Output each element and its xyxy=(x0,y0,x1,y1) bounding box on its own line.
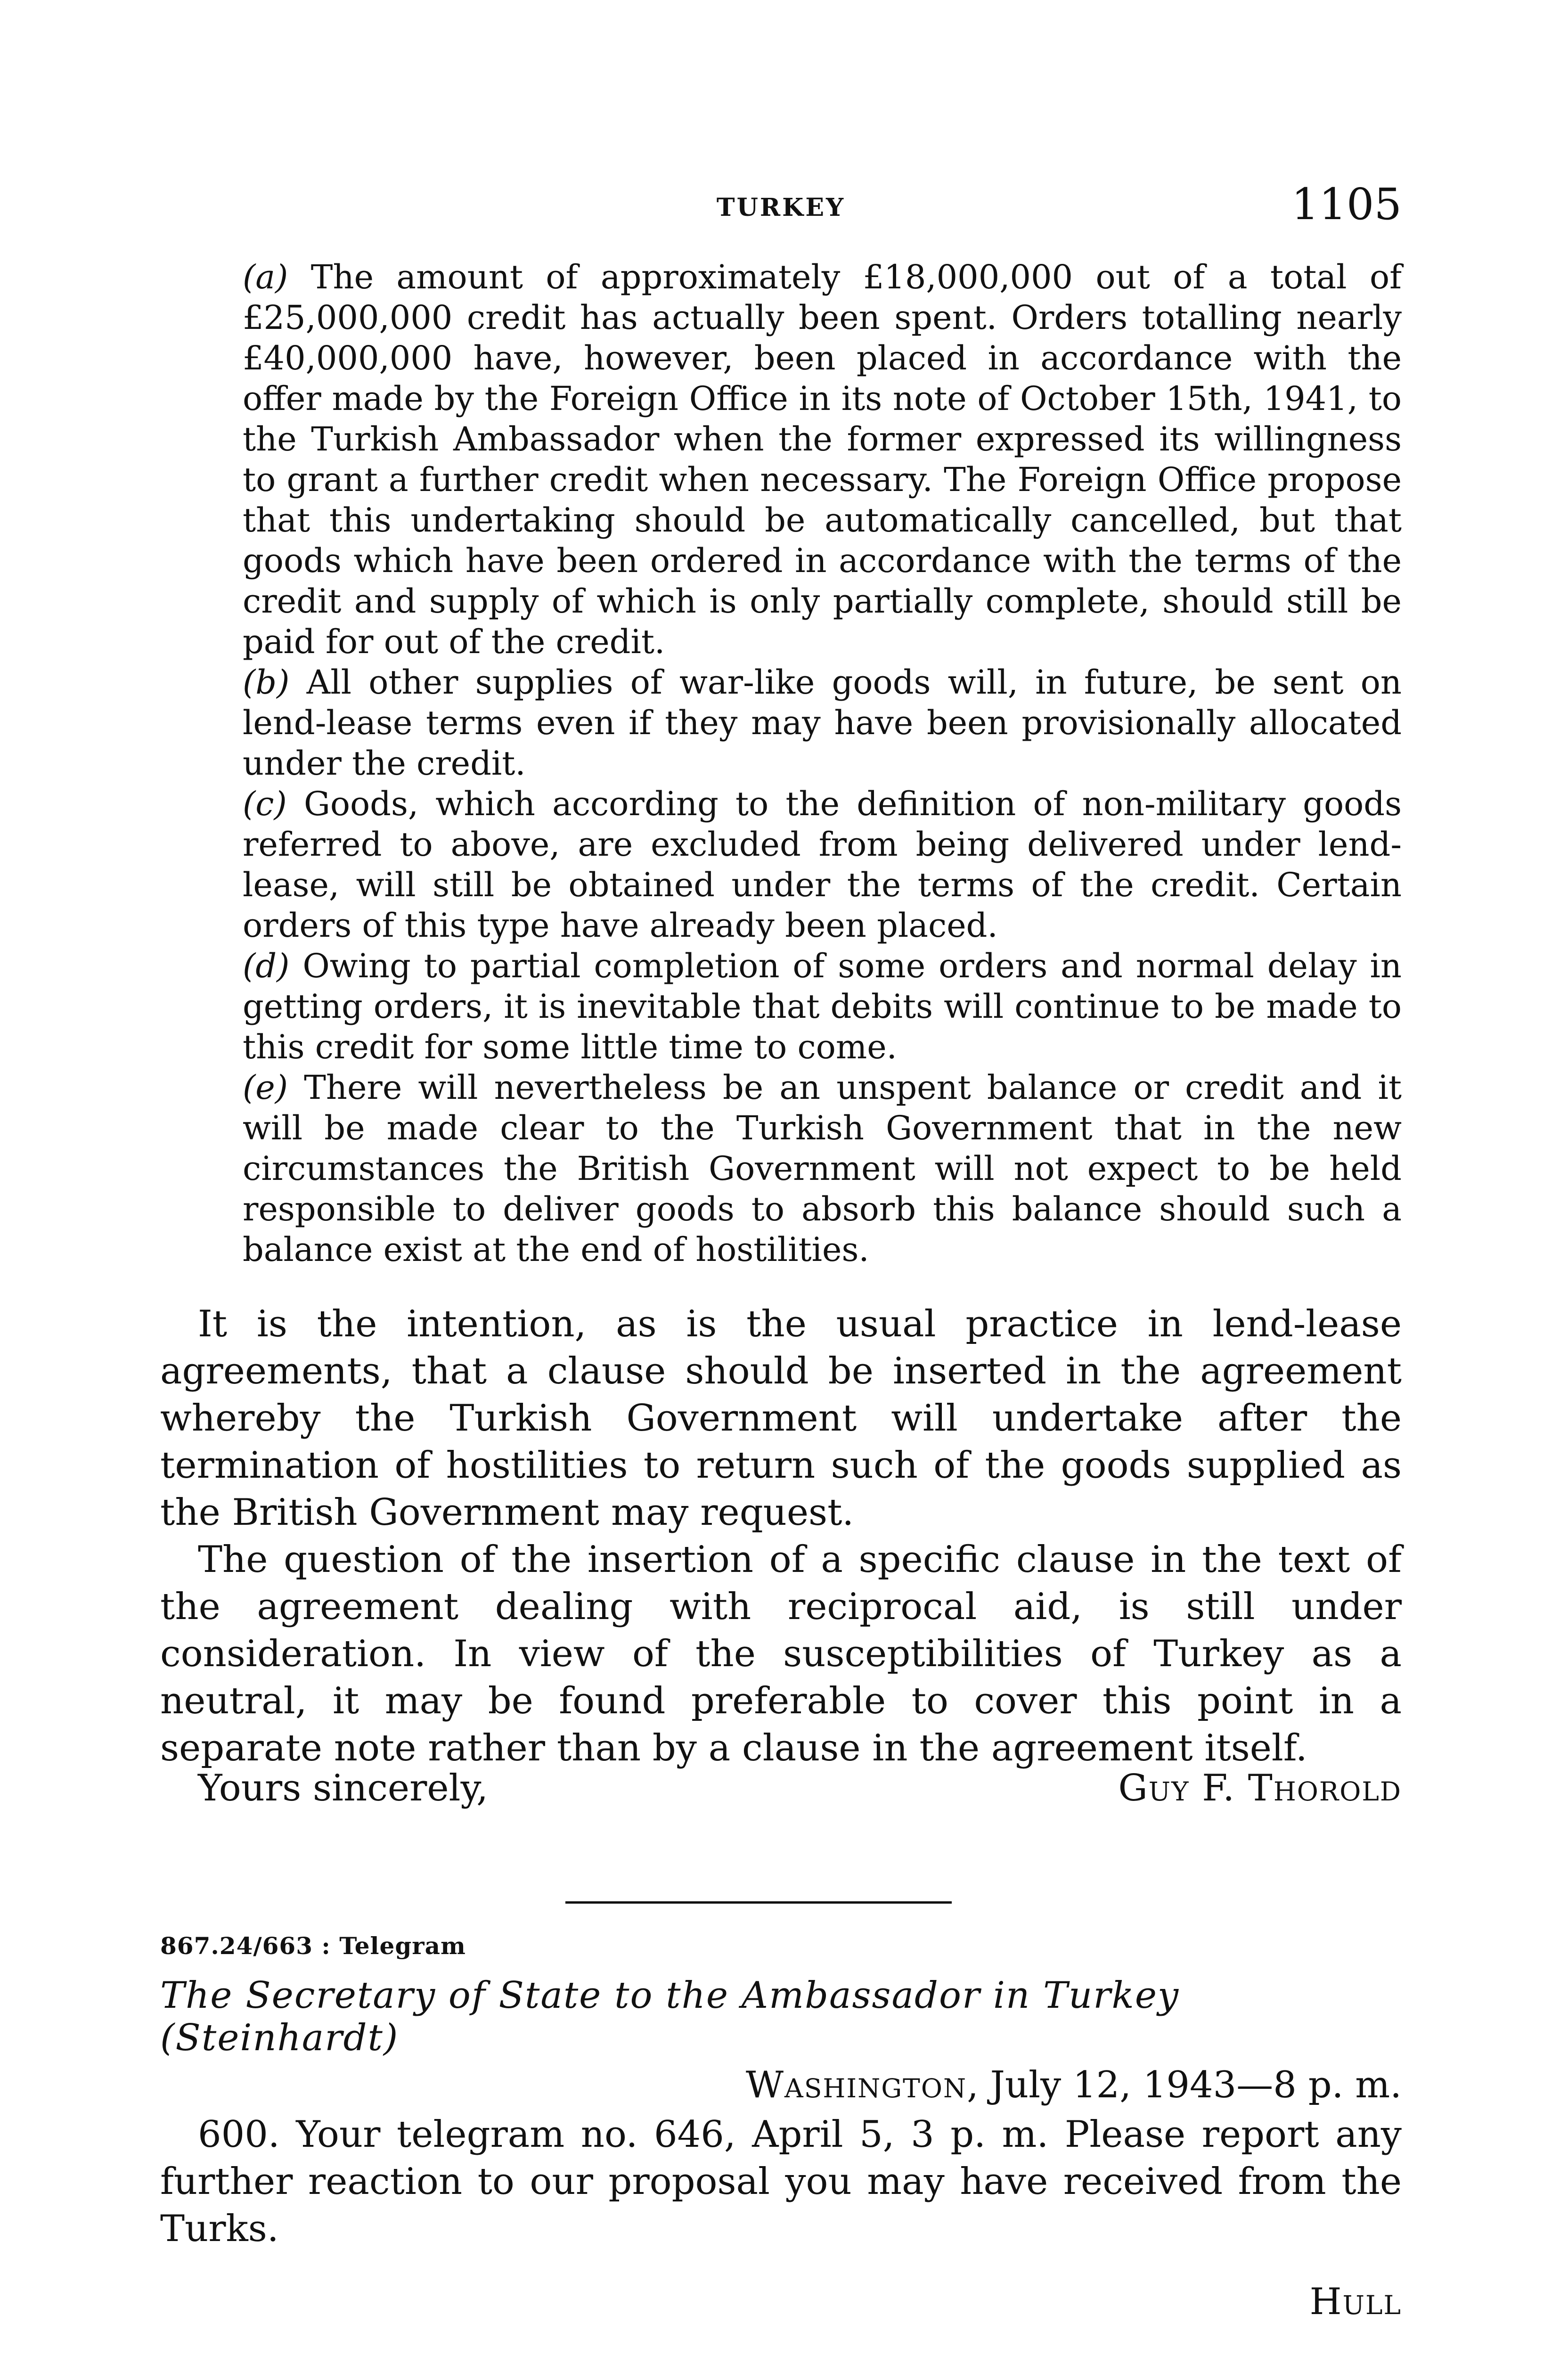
running-title: TURKEY xyxy=(716,193,846,222)
list-item-text: All other supplies of war-like goods will, in future, be sent on lend-lease terms even if they may have been provisionally allocated under the credit. xyxy=(243,663,1402,783)
list-item-text: There will nevertheless be an unspent balance or credit and it will be made clear to the Turkish Government that in the new circumstances the British Government will not expect to be held responsible to deliver goods to absorb this balance should such a balance exist at the end of hostilities. xyxy=(243,1068,1402,1269)
running-header xyxy=(160,179,1402,231)
document-heading: The Secretary of State to the Ambassador in Turkey (Steinhardt) xyxy=(160,1974,1180,2059)
list-item xyxy=(243,784,1402,946)
letter-paragraph: It is the intention, as is the usual practice in lend-lease agreements, that a clause should be inserted in the agreement whereby the Turkish Government will undertake after the termination of hostilities to return such of the goods supplied as the British Government may request. xyxy=(160,1303,1402,1534)
valediction: Yours sincerely, xyxy=(198,1767,488,1809)
dateline xyxy=(746,2064,1402,2106)
letter-body xyxy=(160,1301,1402,1772)
section-divider xyxy=(565,1901,952,1904)
list-item-text: Goods, which according to the definition of non-military goods referred to above, are excluded from being delivered under lend-lease, will still be obtained under the terms of the credit. Certain orders of this type have already been placed. xyxy=(243,785,1402,945)
list-item xyxy=(243,1067,1402,1270)
telegram-paragraph: 600. Your telegram no. 646, April 5, 3 p. m. Please report any further reaction to our proposal you may have received from the Turks. xyxy=(160,2113,1402,2250)
list-item-text: Owing to partial completion of some orders and normal delay in getting orders, it is inevitable that debits will continue to be made to this credit for some little time to come. xyxy=(243,947,1402,1066)
letter-closing xyxy=(160,1767,1402,1819)
telegram-signature: Hull xyxy=(1309,2281,1402,2323)
letter-paragraph: The question of the insertion of a specific clause in the text of the agreement dealing with reciprocal aid, is still under consideration. In view of the susceptibilities of Turkey as a neutral, it may be found preferable to cover this point in a separate note rather than by a clause in the agreement itself. xyxy=(160,1538,1402,1769)
file-reference: 867.24/663 : Telegram xyxy=(160,1932,466,1960)
list-item-marker: (d) xyxy=(243,947,290,985)
telegram-body xyxy=(160,2111,1402,2252)
list-item xyxy=(243,257,1402,662)
page-number: 1105 xyxy=(1291,179,1402,229)
dateline-date: , July 12, 1943—8 p. m. xyxy=(967,2064,1402,2106)
list-item-marker: (e) xyxy=(243,1068,288,1107)
list-item-marker: (c) xyxy=(243,785,287,823)
lettered-list xyxy=(243,257,1402,1270)
letter-signature: Guy F. Thorold xyxy=(1118,1767,1402,1809)
list-item xyxy=(243,946,1402,1067)
dateline-place: Washington xyxy=(745,2064,967,2106)
list-item-marker: (a) xyxy=(243,258,288,296)
list-item xyxy=(243,662,1402,784)
list-item-marker: (b) xyxy=(243,663,290,702)
list-item-text: The amount of approximately £18,000,000 out of a total of £25,000,000 credit has actually been spent. Orders totalling nearly £40,000,000 have, however, been placed in accordance with the offer made by the Foreign Office in its note of October 15th, 1941, to the Turkish Ambassador when the former expressed its willingness to grant a further credit when necessary. The Foreign Office propose that this undertaking should be automatically cancelled, but that goods which have been ordered in accordance with the terms of the credit and supply of which is only partially complete, should still be paid for out of the credit. xyxy=(243,258,1402,661)
